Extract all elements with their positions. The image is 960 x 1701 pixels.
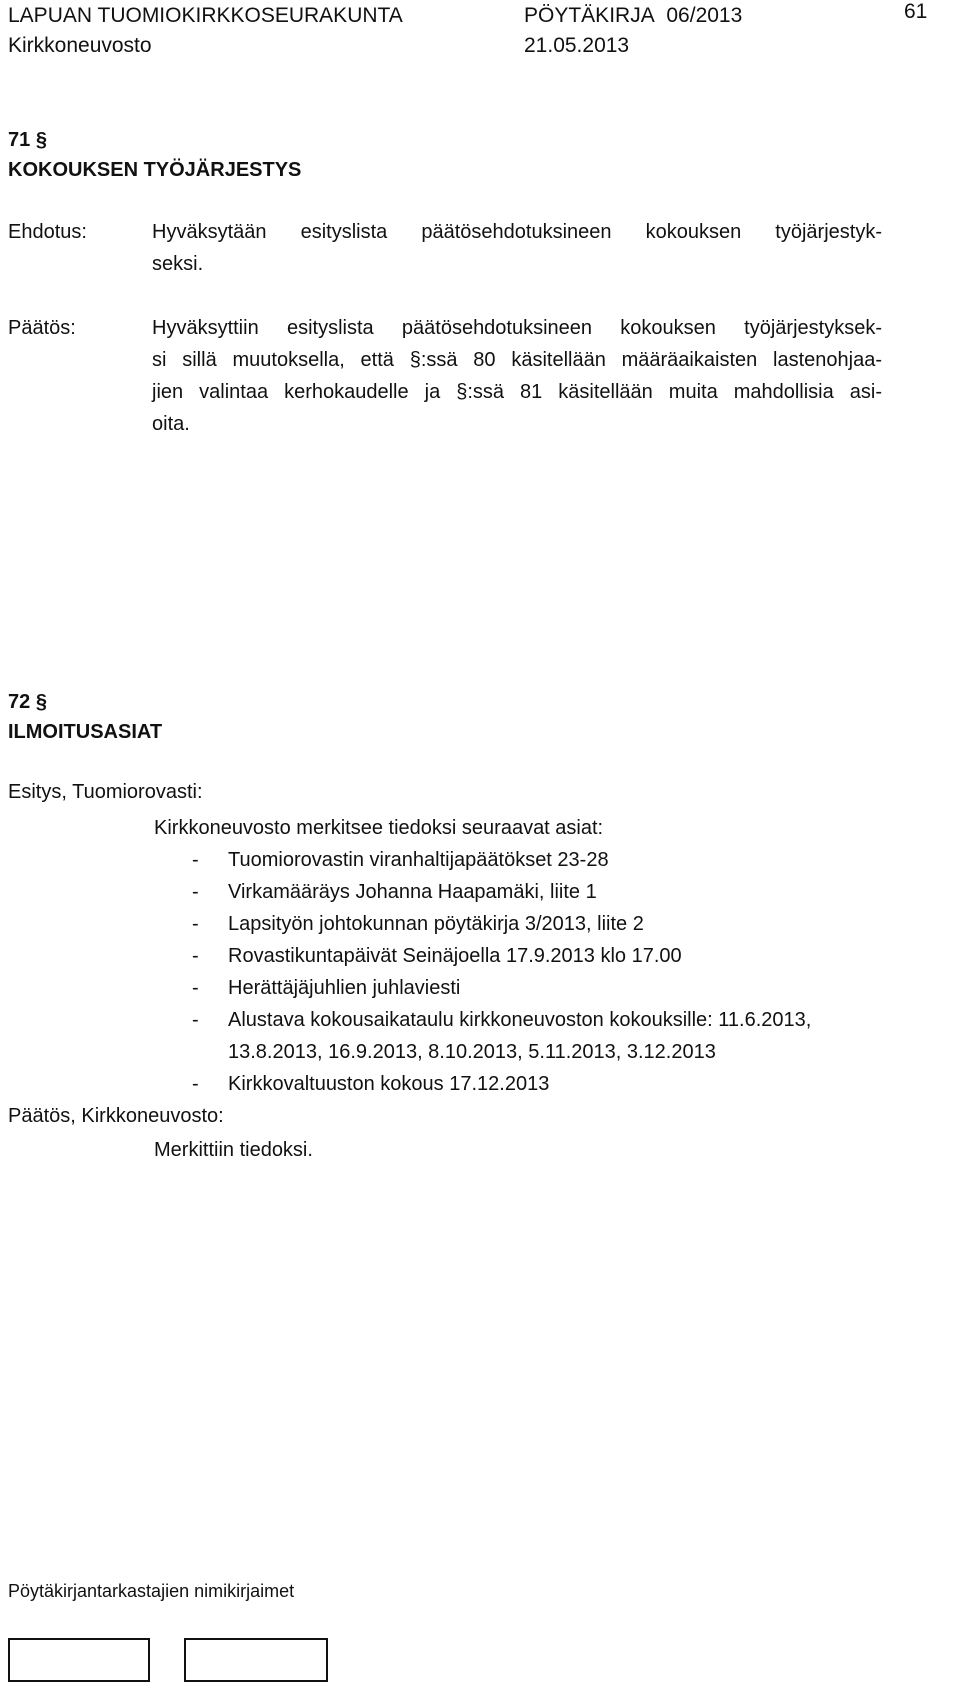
dash-icon: - bbox=[192, 1073, 199, 1095]
list-item-continuation: 13.8.2013, 16.9.2013, 8.10.2013, 5.11.2013, 3.12.2013 bbox=[228, 1041, 716, 1063]
dash-icon: - bbox=[192, 881, 199, 903]
proposal-line: Hyväksytään esityslista päätösehdotuksineen kokouksen työjärjestyk- bbox=[152, 221, 882, 243]
decision-line: si sillä muutoksella, että §:ssä 80 käsitellään määräaikaisten lastenohjaa- bbox=[152, 349, 882, 371]
document-type-label: PÖYTÄKIRJA bbox=[524, 4, 655, 27]
dash-icon: - bbox=[192, 945, 199, 967]
list-item bbox=[192, 844, 811, 876]
decision-72-text: Merkittiin tiedoksi. bbox=[154, 1139, 313, 1161]
list-item bbox=[192, 876, 811, 908]
list-item bbox=[192, 1068, 811, 1100]
dash-icon: - bbox=[192, 849, 199, 871]
dash-icon: - bbox=[192, 913, 199, 935]
document-type bbox=[524, 4, 742, 28]
list-item-text: Lapsityön johtokunnan pöytäkirja 3/2013, liite 2 bbox=[228, 913, 644, 935]
list-item-text: Virkamääräys Johanna Haapamäki, liite 1 bbox=[228, 881, 597, 903]
section-71-number: 71 bbox=[8, 129, 31, 151]
list-item-text: Kirkkovaltuuston kokous 17.12.2013 bbox=[228, 1073, 550, 1095]
section-71-title: KOKOUKSEN TYÖJÄRJESTYS bbox=[8, 159, 302, 181]
page-number: 61 bbox=[904, 0, 928, 23]
section-72-heading bbox=[8, 686, 47, 718]
section-sign-icon: § bbox=[35, 129, 47, 151]
presenter-label: Esitys, Tuomiorovasti: bbox=[8, 781, 203, 803]
list-item-text: Rovastikuntapäivät Seinäjoella 17.9.2013 klo 17.00 bbox=[228, 945, 682, 967]
list-item bbox=[192, 972, 811, 1004]
decision-label: Päätös: bbox=[8, 317, 76, 339]
list-item bbox=[192, 1004, 811, 1068]
section-71-heading bbox=[8, 124, 47, 156]
list-item-text: Alustava kokousaikataulu kirkkoneuvoston kokouksille: 11.6.2013, bbox=[228, 1009, 812, 1031]
meeting-date: 21.05.2013 bbox=[524, 34, 630, 57]
list-item bbox=[192, 940, 811, 972]
meeting-body: Kirkkoneuvosto bbox=[8, 34, 152, 57]
decision-line: oita. bbox=[152, 413, 190, 435]
decision-72-label: Päätös, Kirkkoneuvosto: bbox=[8, 1105, 224, 1127]
section-sign-icon: § bbox=[35, 691, 47, 713]
list-item-text: Herättäjäjuhlien juhlaviesti bbox=[228, 977, 461, 999]
dash-icon: - bbox=[192, 1009, 199, 1031]
organization-name: LAPUAN TUOMIOKIRKKOSEURAKUNTA bbox=[8, 4, 403, 27]
list-item bbox=[192, 908, 811, 940]
document-number: 06/2013 bbox=[666, 4, 743, 27]
announcements-intro: Kirkkoneuvosto merkitsee tiedoksi seuraavat asiat: bbox=[154, 817, 604, 839]
list-item-text: Tuomiorovastin viranhaltijapäätökset 23-28 bbox=[228, 849, 609, 871]
proposal-label: Ehdotus: bbox=[8, 221, 87, 243]
proposal-text bbox=[152, 216, 882, 280]
section-72-number: 72 bbox=[8, 691, 31, 713]
initials-label: Pöytäkirjantarkastajien nimikirjaimet bbox=[8, 1581, 295, 1601]
proposal-line: seksi. bbox=[152, 253, 204, 275]
decision-line: Hyväksyttiin esityslista päätösehdotuksineen kokouksen työjärjestyksek- bbox=[152, 317, 882, 339]
dash-icon: - bbox=[192, 977, 199, 999]
decision-line: jien valintaa kerhokaudelle ja §:ssä 81 käsitellään muita mahdollisia asi- bbox=[152, 381, 882, 403]
section-72-title: ILMOITUSASIAT bbox=[8, 721, 163, 743]
announcement-list bbox=[192, 844, 811, 1100]
initials-box-2[interactable] bbox=[184, 1638, 328, 1682]
decision-text bbox=[152, 312, 882, 440]
initials-box-1[interactable] bbox=[8, 1638, 150, 1682]
